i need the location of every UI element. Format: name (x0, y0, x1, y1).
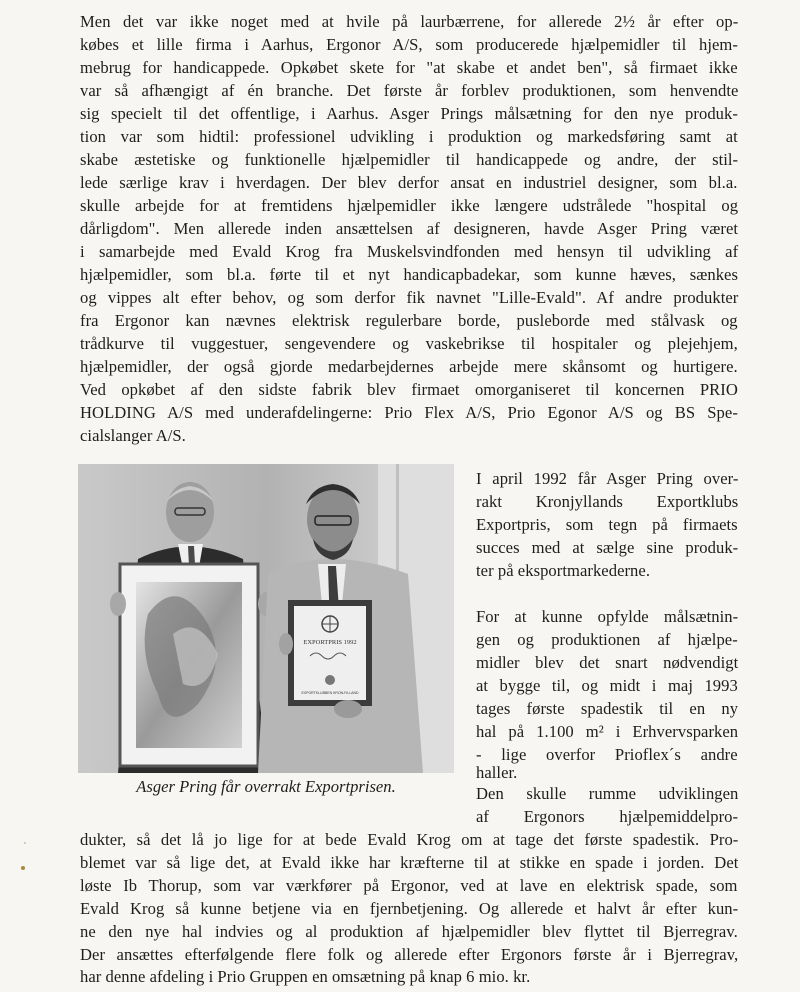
text-line: dårligdom". Men allerede inden ansættelsen af designeren, havde Asger Pring været (80, 219, 739, 238)
text-line: rakt Kronjyllands Exportklubs (476, 492, 739, 511)
photo-caption: Asger Pring får overrakt Exportprisen. (136, 777, 396, 796)
certificate-title: EXPORTPRIS 1992 (303, 639, 357, 646)
scan-speck (21, 866, 25, 870)
text-line: hjælpemidler, der også gjorde medarbejdernes arbejde mere skånsomt og hurtigere. (80, 357, 738, 376)
text-line: har denne afdeling i Prio Gruppen en omsætning på knap 6 mio. kr. (80, 967, 531, 986)
text-line: mebrug for handicappede. Opkøbet skete for "at skabe et andet ben", så firmaet ikke (80, 58, 738, 77)
text-line: haller. (476, 763, 518, 782)
text-line: købes et lille firma i Aarhus, Ergonor A/S, som producerede hjælpemidler til hjem- (80, 35, 738, 54)
text-line: For at kunne opfylde målsætnin- (476, 607, 739, 626)
text-line: løste Ib Thorup, som var værkfører på Ergonor, ved at lave en elektrisk spade, som (80, 876, 738, 895)
text-line: hal på 1.100 m² i Erhvervsparken (476, 722, 739, 741)
text-line: HOLDING A/S med underafdelingerne: Prio Flex A/S, Prio Egonor A/S og BS Spe- (80, 403, 738, 422)
text-line: tion var som hidtil: professionel udvikling i produktion og markedsføring samt at (80, 127, 738, 146)
certificate-footer: EXPORTKLUBBEN KRONJYLLAND (301, 691, 359, 695)
text-line: blemet var så lige det, at Evald ikke har kræfterne til at stikke en spade i jorden. Det (80, 853, 739, 872)
text-line: - lige overfor Prioflex´s andre (476, 745, 738, 764)
text-line: ter på eksportmarkederne. (476, 561, 651, 580)
text-line: Men det var ikke noget med at hvile på laurbærrene, for allerede 2½ år efter op- (80, 12, 739, 31)
text-line: skabe æstetiske og funktionelle hjælpemidler til handicappede og andre, der stil- (80, 150, 739, 169)
text-line: hjælpemidler, som bl.a. førte til et nyt handicapbadekar, som kunne hæves, sænkes (80, 265, 738, 284)
text-line: at bygge til, og midt i maj 1993 (476, 676, 738, 695)
text-line: I april 1992 får Asger Pring over- (476, 469, 739, 488)
text-line: dukter, så det lå jo lige for at bede Evald Krog om at tage det første spadestik. Pro- (80, 830, 739, 849)
text-line: af Ergonors hjælpemiddelpro- (476, 807, 739, 826)
text-line: midler blev det snart nødvendigt (476, 653, 739, 672)
text-line: og vippes alt efter behov, og som derfor fik navnet "Lille-Evald". Af andre produkter (80, 288, 739, 307)
text-line: cialslanger A/S. (80, 426, 186, 445)
text-line: Evald Krog så kunne betjene via en fjernbetjening. Og allerede et halvt år efter kun- (80, 899, 739, 918)
text-line: Exportpris, som tegn på firmaets (476, 515, 738, 534)
text-line: gen og produktionen af hjælpe- (476, 630, 738, 649)
text-line: var så afhængigt af én branche. Det første år forblev produktionen, som henvendte (80, 81, 739, 100)
text-line: fra Ergonor kan nævnes elektrisk regulerbare borde, pusleborde med stålvask og (80, 311, 738, 330)
text-line: skulle arbejde for at fremtidens hjælpemidler ikke længere udstrålede "hospital og (80, 196, 739, 215)
text-line: lede særlige krav i hverdagen. Der blev derfor ansat en industriel designer, som bl.a. (80, 173, 738, 192)
text-line: tages første spadestik til en ny (476, 699, 739, 718)
text-line: sig specielt til det offentlige, i Aarhus. Asger Prings målsætning for den nye produk- (80, 104, 738, 123)
scan-speck (24, 842, 26, 844)
text-line: Ved opkøbet af den sidste fabrik blev firmaet omorganiseret til koncernen PRIO (80, 380, 738, 399)
text-line: i samarbejde med Evald Krog fra Muskelsvindfonden med hensyn til udvikling af (80, 242, 739, 261)
text-line: Den skulle rumme udviklingen (476, 784, 739, 803)
text-line: trådkurve til vuggestuer, sengevendere og vaskebrikse til hospitaler og plejehjem, (80, 334, 738, 353)
text-line: ne den nye hal indvies og al produktion af hjælpemidler blev flyttet til Bjerregrav. (80, 922, 738, 941)
photo-award-ceremony (78, 464, 454, 773)
text-line: succes med at sælge sine produk- (476, 538, 739, 557)
text-line: Der ansættes efterfølgende flere folk og allerede efter Ergonors første år i Bjerregrav, (80, 945, 739, 964)
